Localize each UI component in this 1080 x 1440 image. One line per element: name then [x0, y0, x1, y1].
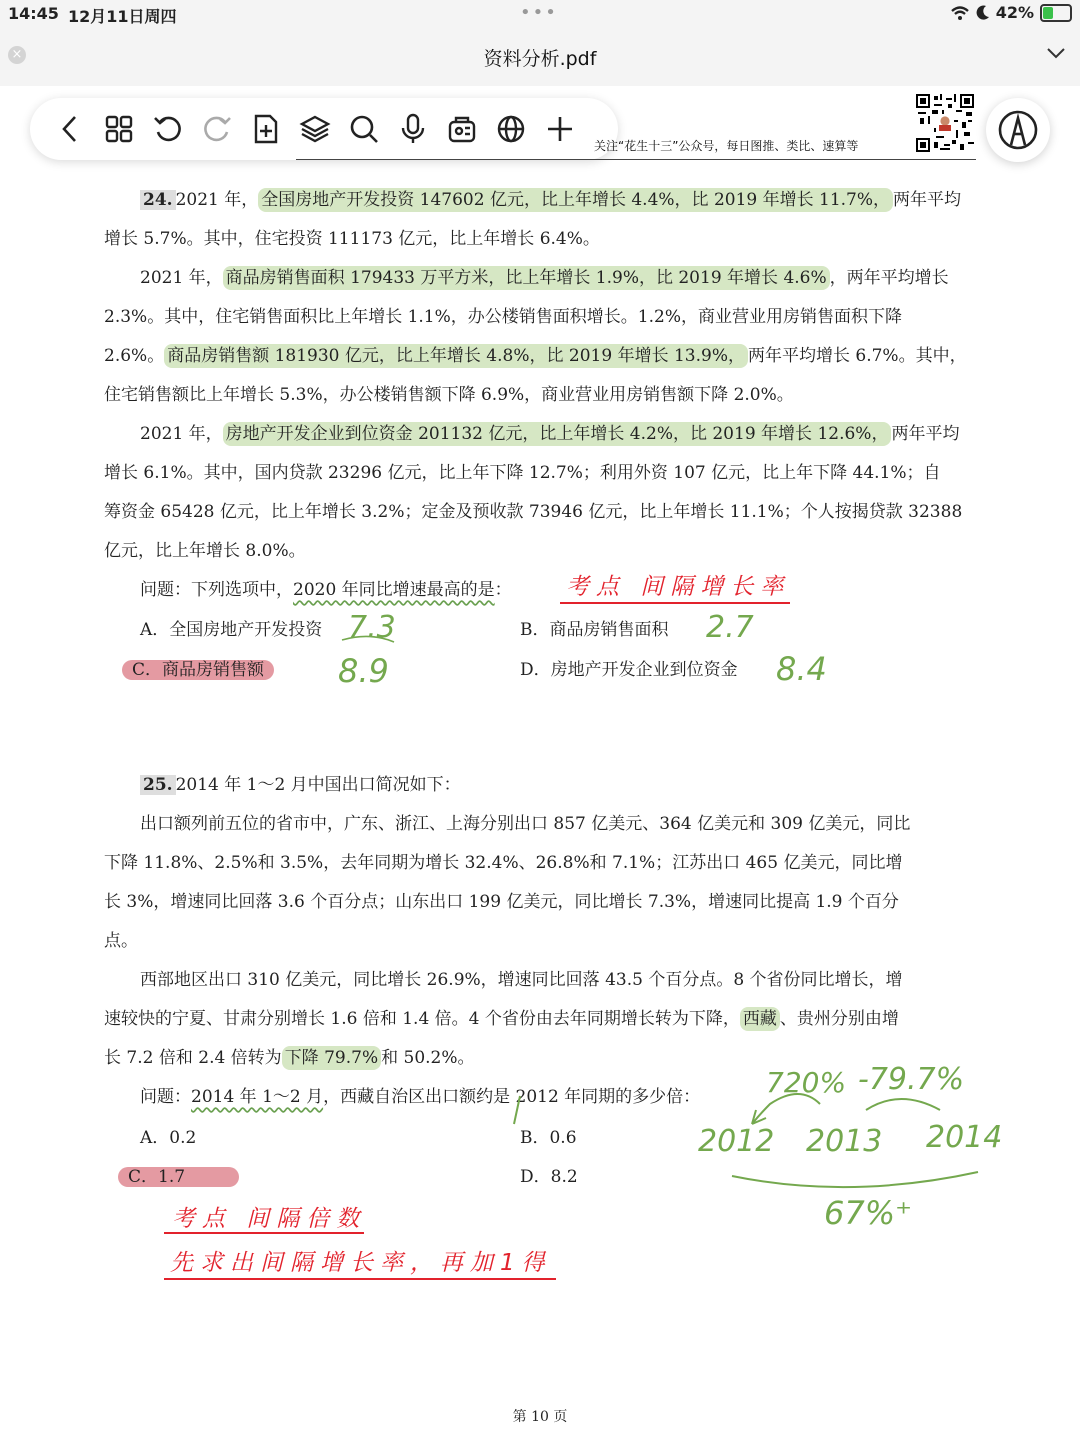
- underlined-text: 2020 年同比增速最高的是: [293, 580, 495, 600]
- handwritten-rate-720: 720%: [766, 1066, 847, 1099]
- ink-arc-2014-to-2013: [866, 1099, 940, 1110]
- highlight: 房地产开发企业到位资金 201132 亿元，比上年增长 4.2%，比 2019 年增长 12.6%，: [223, 422, 892, 446]
- q25-paragraph-2-line-1: 西部地区出口 310 亿美元，同比增长 26.9%，增速同比回落 43.5 个百分点。8 个省份同比增长，增: [140, 970, 903, 990]
- q25-number: 25.: [140, 775, 176, 795]
- q25-paragraph-1-line-2: 下降 11.8%、2.5%和 3.5%，去年同期为增长 32.4%、26.8%和 7.1%；江苏出口 465 亿美元，同比增: [104, 853, 903, 873]
- handwritten-c-value: 8.9: [338, 652, 389, 690]
- highlight: 商品房销售额 181930 亿元，比上年增长 4.8%，比 2019 年增长 13.9%，: [164, 344, 748, 368]
- q24-option-b[interactable]: B．商品房销售面积: [520, 620, 669, 640]
- text: 长 7.2 倍和 2.4 倍转为: [104, 1048, 282, 1068]
- handwritten-d-value: 8.4: [776, 650, 827, 688]
- handwritten-b-value: 2.7: [706, 610, 754, 645]
- status-date: 12月11日周四: [68, 7, 177, 26]
- handwritten-year-2014: 2014: [926, 1120, 1003, 1155]
- q24-paragraph-3-line-3: 筹资金 65428 亿元，比上年增长 3.2%；定金及预收款 73946 亿元，比上年增长 11.1%；个人按揭贷款 32388: [104, 502, 963, 522]
- text: 两年平均: [891, 424, 960, 444]
- handwritten-method-note: 先求出间隔增长率，再加1得: [170, 1250, 552, 1276]
- text: ：: [494, 580, 512, 600]
- q25-paragraph-1-line-1: 出口额列前五位的省市中，广东、浙江、上海分别出口 857 亿美元、364 亿美元和 309 亿美元，同比: [140, 814, 911, 834]
- handwritten-year-2012: 2012: [698, 1124, 775, 1159]
- answer-highlight: C．1.7: [118, 1167, 239, 1187]
- text: ，两年平均增长: [829, 268, 949, 288]
- ink-check-mark: [514, 1096, 520, 1124]
- handwritten-topic-q24: 考点 间隔增长率: [566, 574, 791, 600]
- q25-option-b[interactable]: B．0.6: [520, 1128, 577, 1148]
- text: 速较快的宁夏、甘肃分别增长 1.6 倍和 1.4 倍。4 个省份由去年同期增长转为下降，: [104, 1009, 740, 1029]
- highlight: 全国房地产开发投资 147602 亿元，比上年增长 4.4%，比 2019 年增长 11.7%，: [258, 188, 893, 212]
- ink-bracket-2012-2014: [732, 1172, 978, 1187]
- text: 两年平均: [893, 190, 962, 210]
- header-note: 关注“花生十三”公众号，每日图推、类比、速算等: [594, 139, 859, 153]
- text: 2014 年 1～2 月中国出口简况如下：: [175, 775, 461, 795]
- q24-paragraph-3-line-4: 亿元，比上年增长 8.0%。: [104, 541, 306, 561]
- q24-paragraph-3-line-2: 增长 6.1%。其中，国内贷款 23296 亿元，比上年下降 12.7%；利用外资 107 亿元，比上年下降 44.1%；自: [104, 463, 941, 483]
- document-title: 资料分析.pdf: [483, 48, 597, 70]
- text: 两年平均增长 6.7%。其中，: [747, 346, 967, 366]
- highlight: 商品房销售面积 179433 万平方米，比上年增长 1.9%，比 2019 年增长 4.6%: [223, 266, 830, 290]
- q24-number: 24.: [140, 190, 176, 210]
- text: 和 50.2%。: [381, 1048, 475, 1068]
- handwritten-a-value: 7.3: [348, 610, 396, 645]
- q24-option-a[interactable]: A．全国房地产开发投资: [140, 620, 323, 640]
- q24-paragraph-2-line-4: 住宅销售额比上年增长 5.3%，办公楼销售额下降 6.9%，商业营业用房销售额下降 2.0%。: [104, 385, 794, 405]
- handwritten-year-2013: 2013: [806, 1124, 883, 1159]
- q24-option-d[interactable]: D．房地产开发企业到位资金: [520, 660, 738, 680]
- text: 2.6%。: [104, 346, 165, 366]
- text: 问题：下列选项中，: [140, 580, 293, 600]
- highlight: 下降 79.7%: [282, 1046, 381, 1070]
- close-icon[interactable]: ×: [8, 46, 26, 64]
- text: 问题：: [140, 1087, 191, 1107]
- text: ，西藏自治区出口额约是 2012 年同期的多少倍：: [323, 1087, 701, 1107]
- handwritten-rate-minus-79-7: -79.7%: [858, 1062, 965, 1097]
- battery-percent: 42%: [995, 3, 1034, 22]
- multitask-dots[interactable]: •••: [520, 2, 558, 23]
- highlight: 西藏: [740, 1007, 780, 1031]
- handwritten-topic-q25: 考点 间隔倍数: [172, 1206, 367, 1232]
- text: 2021 年，: [175, 190, 259, 210]
- q25-paragraph-1-line-3: 长 3%，增速同比回落 3.6 个百分点；山东出口 199 亿美元，同比增长 7.3%，增速同比提高 1.9 个百分: [104, 892, 899, 912]
- text: 2021 年，: [140, 268, 223, 288]
- underlined-text: 2014 年 1～2 月: [191, 1087, 324, 1107]
- q24-paragraph-2-line-2: 2.3%。其中，住宅销售面积比上年增长 1.1%，办公楼销售面积增长。1.2%，商业营业用房销售面积下降: [104, 307, 902, 327]
- text: 、贵州分别由增: [779, 1009, 899, 1029]
- answer-highlight: C．商品房销售额: [122, 660, 274, 680]
- status-time: 14:45: [8, 4, 59, 23]
- q25-paragraph-1-line-4: 点。: [104, 931, 138, 951]
- text: 2021 年，: [140, 424, 223, 444]
- page-number: 第 10 页: [512, 1409, 568, 1425]
- handwritten-result-67: 67%⁺: [824, 1194, 913, 1232]
- q25-option-d[interactable]: D．8.2: [520, 1167, 578, 1187]
- q24-paragraph-1-line-2: 增长 5.7%。其中，住宅投资 111173 亿元，比上年增长 6.4%。: [104, 229, 600, 249]
- ink-arrow-2013-to-2012: [752, 1094, 820, 1124]
- ink-wavy-underline: [342, 636, 394, 642]
- q25-option-a[interactable]: A．0.2: [140, 1128, 197, 1148]
